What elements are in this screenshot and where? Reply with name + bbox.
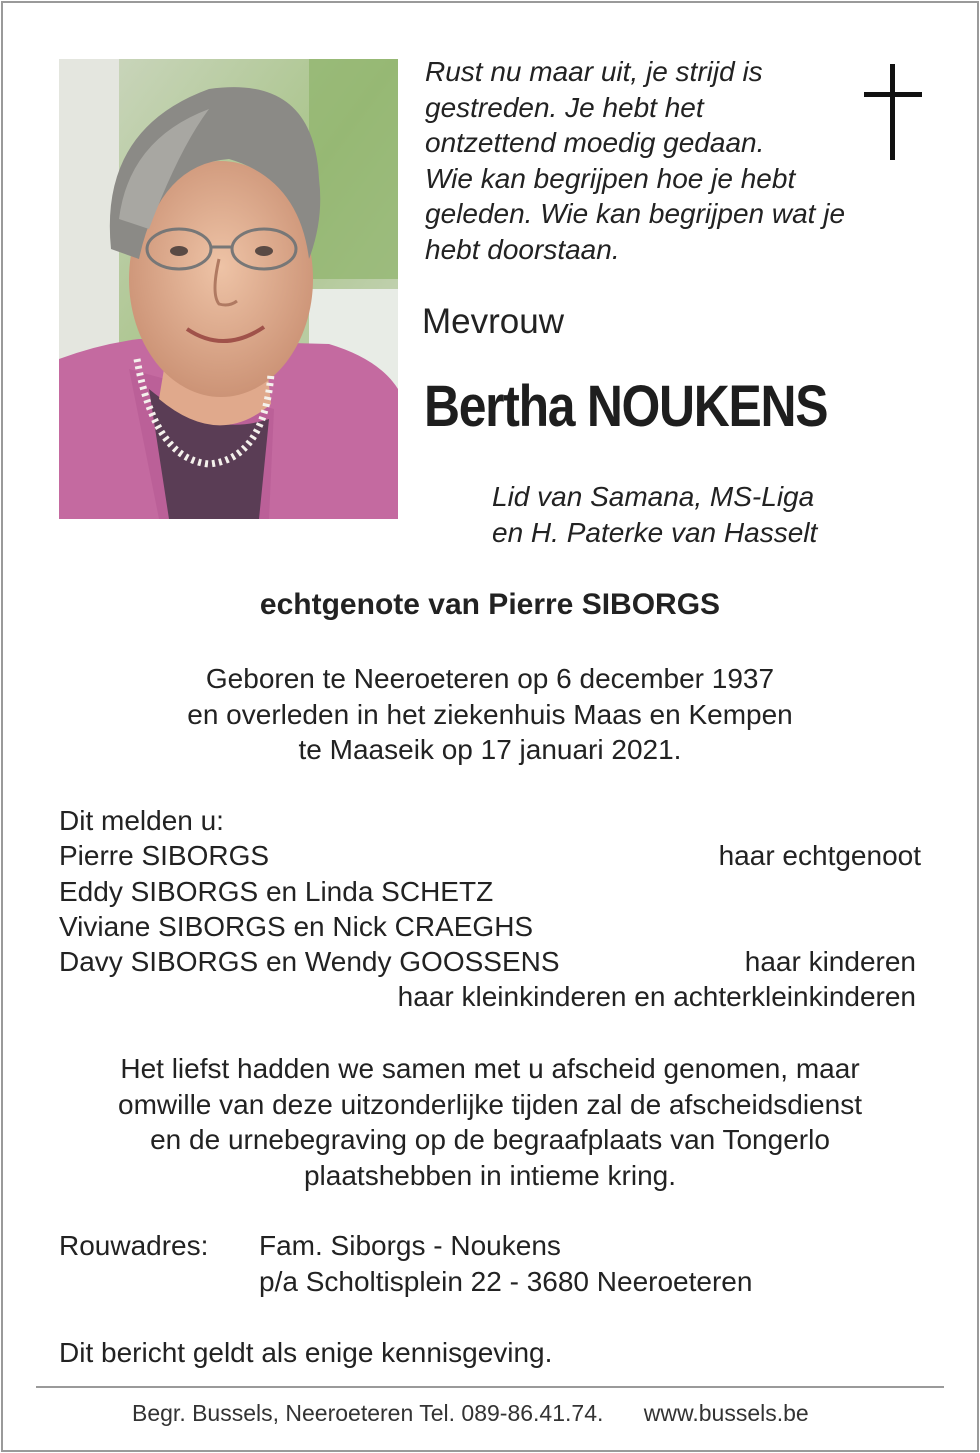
family-row	[59, 909, 921, 944]
address-line: p/a Scholtisplein 22 - 3680 Neeroeteren	[259, 1265, 753, 1297]
website-link[interactable]: www.bussels.be	[643, 1400, 809, 1426]
address-value	[259, 1228, 752, 1299]
poem-line: Rust nu maar uit, je strijd is	[425, 56, 763, 87]
poem-line: gestreden. Je hebt het	[425, 91, 704, 123]
message-line: plaatshebben in intieme kring.	[303, 1159, 676, 1191]
membership-line: Lid van Samana, MS-Liga	[492, 481, 815, 512]
poem-line: geleden. Wie kan begrijpen wat je	[425, 198, 846, 229]
family-row	[59, 944, 921, 979]
family-member: Eddy SIBORGS en Linda SCHETZ	[59, 875, 494, 907]
family-row	[59, 874, 921, 909]
membership	[492, 479, 817, 551]
birth-death-line: te Maaseik op 17 januari 2021.	[298, 734, 682, 765]
address-line: Fam. Siborgs - Noukens	[259, 1230, 561, 1261]
address-label: Rouwadres:	[59, 1230, 209, 1261]
family-member: Viviane SIBORGS en Nick CRAEGHS	[59, 910, 534, 942]
message-line: en de urnebegraving op de begraafplaats van Tongerlo	[150, 1124, 830, 1155]
notice-text: Dit bericht geldt als enige kennisgeving.	[59, 1337, 553, 1368]
farewell-message	[0, 1051, 980, 1193]
birth-death-details	[0, 661, 980, 768]
birth-death-line: en overleden in het ziekenhuis Maas en Kempen	[187, 698, 793, 730]
family-row	[59, 979, 921, 1014]
message-line: Het liefst hadden we samen met u afscheid genomen, maar	[120, 1053, 860, 1084]
honorific: Mevrouw	[422, 302, 564, 341]
poem-line: hebt doorstaan.	[425, 233, 620, 265]
footer	[132, 1398, 809, 1428]
deceased-name: Bertha NOUKENS	[424, 374, 828, 439]
family-relation: haar kleinkinderen en achterkleinkinderen	[397, 981, 916, 1013]
spouse-line: echtgenote van Pierre SIBORGS	[259, 588, 721, 621]
poem-line: ontzettend moedig gedaan.	[425, 127, 765, 158]
cross-icon	[864, 64, 922, 160]
poem	[425, 54, 895, 267]
birth-death-line: Geboren te Neeroeteren op 6 december 1937	[205, 663, 775, 694]
family-relation: haar kinderen	[744, 946, 916, 978]
undertaker-contact: Begr. Bussels, Neeroeteren Tel. 089-86.41.74.	[132, 1400, 604, 1426]
divider	[36, 1386, 944, 1388]
message-line: omwille van deze uitzonderlijke tijden zal de afscheidsdienst	[118, 1088, 862, 1120]
family-intro: Dit melden u:	[59, 805, 224, 836]
family-row	[59, 838, 921, 873]
portrait-photo	[59, 59, 398, 519]
family-member: Pierre SIBORGS	[59, 840, 270, 872]
membership-line: en H. Paterke van Hasselt	[492, 517, 818, 548]
poem-line: Wie kan begrijpen hoe je hebt	[425, 162, 796, 194]
family-member: Davy SIBORGS en Wendy GOOSSENS	[59, 946, 560, 978]
family-list	[59, 803, 921, 1015]
family-relation: haar echtgenoot	[718, 840, 921, 872]
